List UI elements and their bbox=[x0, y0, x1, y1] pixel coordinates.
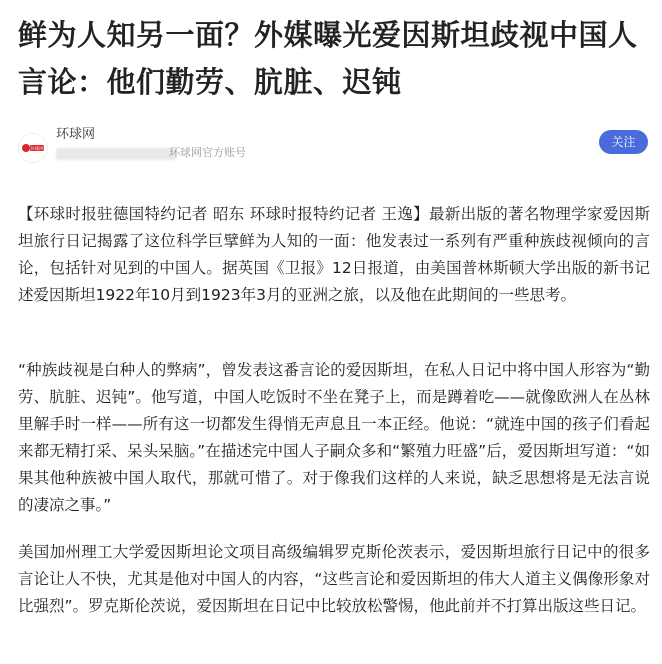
source-account-type: 环球网官方账号 bbox=[169, 146, 246, 159]
article-title: 鲜为人知另一面？外媒曝光爱因斯坦歧视中国人言论：他们勤劳、肮脏、迟钝 bbox=[18, 18, 638, 99]
huanqiu-logo-icon bbox=[21, 141, 45, 155]
source-meta-blurred bbox=[56, 148, 176, 160]
article-paragraph-3: 美国加州理工大学爱因斯坦论文项目高级编辑罗克斯伦茨表示，爱因斯坦旅行日记中的很多言论让人不快，尤其是他对中国人的内容，“这些言论和爱因斯坦的伟大人道主义偶像形象对比强烈”。罗克斯伦茨说，爱因斯坦在日记中比较放松警惕，他此前并不打算出版这些日记。 bbox=[18, 543, 650, 615]
follow-button[interactable]: 关注 bbox=[599, 130, 648, 154]
source-header bbox=[18, 126, 648, 166]
article-paragraph-1: 【环球时报驻德国特约记者 昭东 环球时报特约记者 王逸】最新出版的著名物理学家爱因斯坦旅行日记揭露了这位科学巨擘鲜为人知的一面：他发表过一系列有严重种族歧视倾向的言论，包括针对见到的中国人。据英国《卫报》12日报道，由美国普林斯顿大学出版的新书记述爱因斯坦1922年10月到1923年3月的亚洲之旅，以及他在此期间的一些思考。 bbox=[18, 205, 650, 304]
article-paragraph-2: “种族歧视是白种人的弊病”，曾发表这番言论的爱因斯坦，在私人日记中将中国人形容为“勤劳、肮脏、迟钝”。他写道，中国人吃饭时不坐在凳子上，而是蹲着吃——就像欧洲人在丛林里解手时一样——所有这一切都发生得悄无声息且一本正经。他说：“就连中国的孩子们看起来都无精打采、呆头呆脑。”在描述完中国人子嗣众多和“繁殖力旺盛”后，爱因斯坦写道：“如果其他种族被中国人取代，那就可惜了。对于像我们这样的人来说，缺乏思想将是无法言说的凄凉之事。” bbox=[18, 361, 650, 514]
source-name[interactable]: 环球网 bbox=[56, 127, 96, 142]
logo-text: 环球网 bbox=[30, 147, 44, 152]
source-logo-icon[interactable] bbox=[18, 133, 48, 163]
